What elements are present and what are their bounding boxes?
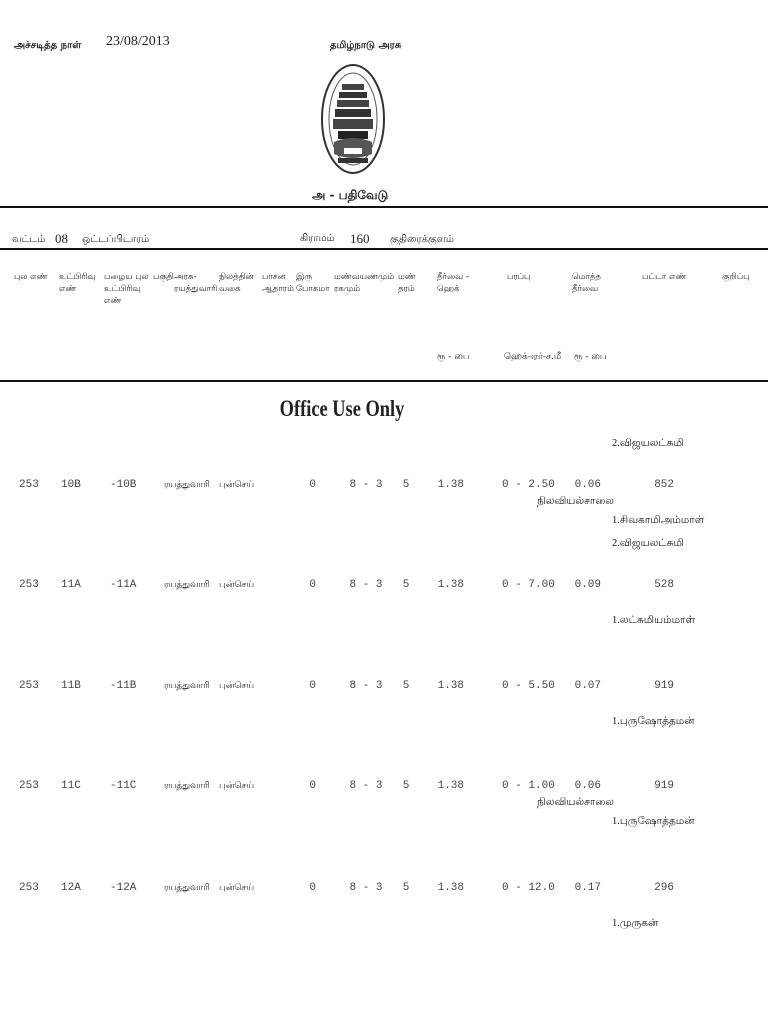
cell-double-crop: 0	[309, 479, 316, 491]
col-assessment-rate: தீர்வை - ஹெக்	[437, 272, 469, 294]
village-number: 160	[350, 231, 370, 246]
village-label: கிராமம்	[300, 233, 335, 244]
owner-name-1: 1.புருஷோத்தமன்	[612, 816, 695, 827]
cell-patta-no: 919	[654, 680, 674, 692]
road-note: நிலவியல்சாலை	[537, 797, 615, 808]
col-soil-grade: மண் தரம்	[398, 272, 416, 294]
cell-old-subdivision-no: -12A	[110, 882, 137, 894]
cell-total-assessment: 0.07	[574, 680, 601, 692]
cell-assessment-rate: 1.38	[437, 882, 464, 894]
cell-old-subdivision-no: -11A	[110, 579, 137, 591]
cell-soil-grade: 5	[402, 579, 410, 591]
cell-subdivision-no: 11B	[61, 680, 81, 692]
cell-land-type: புன்செய்	[219, 883, 255, 893]
col-double-crop: இரு போகமா	[296, 272, 330, 294]
col-land-type: நிலத்தின் வகை	[219, 272, 254, 294]
owner-name-2: 2.விஜயலட்சுமி	[612, 438, 684, 449]
print-date-label: அச்சடித்த நாள்	[14, 40, 82, 51]
col-soil-class: மண்வயணமும் ரகமும்	[334, 272, 395, 294]
road-note: நிலவியல்சாலை	[537, 496, 615, 507]
cell-double-crop: 0	[309, 780, 316, 792]
cell-area: 0 - 1.00	[502, 780, 555, 792]
col-part: பகுதி	[153, 272, 174, 282]
cell-assessment-rate: 1.38	[437, 680, 464, 692]
cell-soil-grade: 5	[402, 479, 410, 491]
cell-patta-no: 852	[654, 479, 674, 491]
cell-patta-no: 528	[654, 579, 674, 591]
cell-soil-class: 8 - 3	[349, 579, 383, 591]
col-area: பரப்பு	[507, 272, 531, 282]
cell-soil-class: 8 - 3	[349, 780, 383, 792]
cell-old-subdivision-no: -11C	[110, 780, 137, 792]
cell-survey-no: 253	[19, 479, 39, 491]
cell-area: 0 - 5.50	[502, 680, 555, 692]
cell-total-assessment: 0.09	[574, 579, 601, 591]
state-emblem-icon	[318, 62, 388, 180]
cell-land-type: புன்செய்	[219, 681, 255, 691]
cell-tenure: ரயத்துவாரி	[164, 480, 210, 490]
col-survey-no: புல எண்	[14, 272, 48, 282]
cell-tenure: ரயத்துவாரி	[164, 883, 210, 893]
owner-name-2: 2.விஜயலட்சுமி	[612, 538, 684, 549]
cell-tenure: ரயத்துவாரி	[164, 781, 210, 791]
unit-area: ஹெக்-ஏர்-ச.மீ	[504, 352, 562, 362]
cell-tenure: ரயத்துவாரி	[164, 580, 210, 590]
office-use-only-stamp: Office Use Only	[279, 396, 405, 421]
cell-double-crop: 0	[309, 680, 316, 692]
cell-soil-grade: 5	[402, 780, 410, 792]
divider	[0, 380, 768, 382]
col-subdivision-no: உட்பிரிவு எண்	[59, 272, 96, 294]
owner-name-1: 1.லட்சுமியம்மாள்	[612, 615, 695, 626]
cell-land-type: புன்செய்	[219, 480, 255, 490]
cell-total-assessment: 0.06	[574, 479, 601, 491]
cell-assessment-rate: 1.38	[437, 479, 464, 491]
taluk-name: ஒட்டப்பிடாரம்	[82, 234, 150, 245]
cell-land-type: புன்செய்	[219, 781, 255, 791]
col-remarks: குறிப்பு	[722, 272, 750, 282]
cell-survey-no: 253	[19, 680, 39, 692]
cell-patta-no: 919	[654, 780, 674, 792]
government-title: தமிழ்நாடு அரசு	[330, 40, 402, 51]
cell-assessment-rate: 1.38	[437, 780, 464, 792]
owner-name-1: 1.முருகன்	[612, 918, 659, 929]
cell-subdivision-no: 11C	[61, 780, 81, 792]
unit-total: ரூ - பை	[574, 352, 607, 362]
cell-land-type: புன்செய்	[219, 580, 255, 590]
col-total-assessment: மொத்த தீர்வை	[572, 272, 601, 294]
taluk-number: 08	[55, 231, 68, 246]
cell-survey-no: 253	[19, 780, 39, 792]
owner-name-1: 1.சிவகாமிஅம்மாள்	[612, 515, 705, 526]
taluk-label: வட்டம்	[12, 234, 46, 245]
cell-area: 0 - 2.50	[502, 479, 555, 491]
cell-soil-class: 8 - 3	[349, 882, 383, 894]
cell-area: 0 - 7.00	[502, 579, 555, 591]
cell-assessment-rate: 1.38	[437, 579, 464, 591]
cell-old-subdivision-no: -11B	[110, 680, 137, 692]
divider	[0, 248, 768, 250]
col-irrigation-source: பாசன ஆதாரம்	[262, 272, 294, 294]
register-title: அ - பதிவேடு	[312, 188, 389, 202]
cell-double-crop: 0	[309, 882, 316, 894]
cell-survey-no: 253	[19, 579, 39, 591]
col-patta-no: பட்டா எண்	[642, 272, 687, 282]
print-date: 23/08/2013	[106, 34, 170, 49]
cell-area: 0 - 12.0	[502, 882, 555, 894]
cell-patta-no: 296	[654, 882, 674, 894]
cell-old-subdivision-no: -10B	[110, 479, 137, 491]
cell-soil-class: 8 - 3	[349, 680, 383, 692]
cell-tenure: ரயத்துவாரி	[164, 681, 210, 691]
cell-subdivision-no: 10B	[61, 479, 81, 491]
owner-name-1: 1.புருஷோத்தமன்	[612, 716, 695, 727]
cell-total-assessment: 0.17	[574, 882, 601, 894]
cell-subdivision-no: 12A	[61, 882, 81, 894]
cell-soil-grade: 5	[402, 680, 410, 692]
cell-survey-no: 253	[19, 882, 39, 894]
cell-subdivision-no: 11A	[61, 579, 81, 591]
unit-rate: ரூ - பை	[437, 352, 470, 362]
cell-double-crop: 0	[309, 579, 316, 591]
col-old-subdivision-no: பழைய புல உட்பிரிவு எண்	[104, 272, 149, 306]
cell-soil-class: 8 - 3	[349, 479, 383, 491]
village-name: குதிரைக்குளம்	[390, 234, 454, 245]
cell-total-assessment: 0.06	[574, 780, 601, 792]
col-tenure: அரசு- ரயத்துவாரி	[174, 272, 218, 294]
cell-soil-grade: 5	[402, 882, 410, 894]
divider	[0, 206, 768, 208]
